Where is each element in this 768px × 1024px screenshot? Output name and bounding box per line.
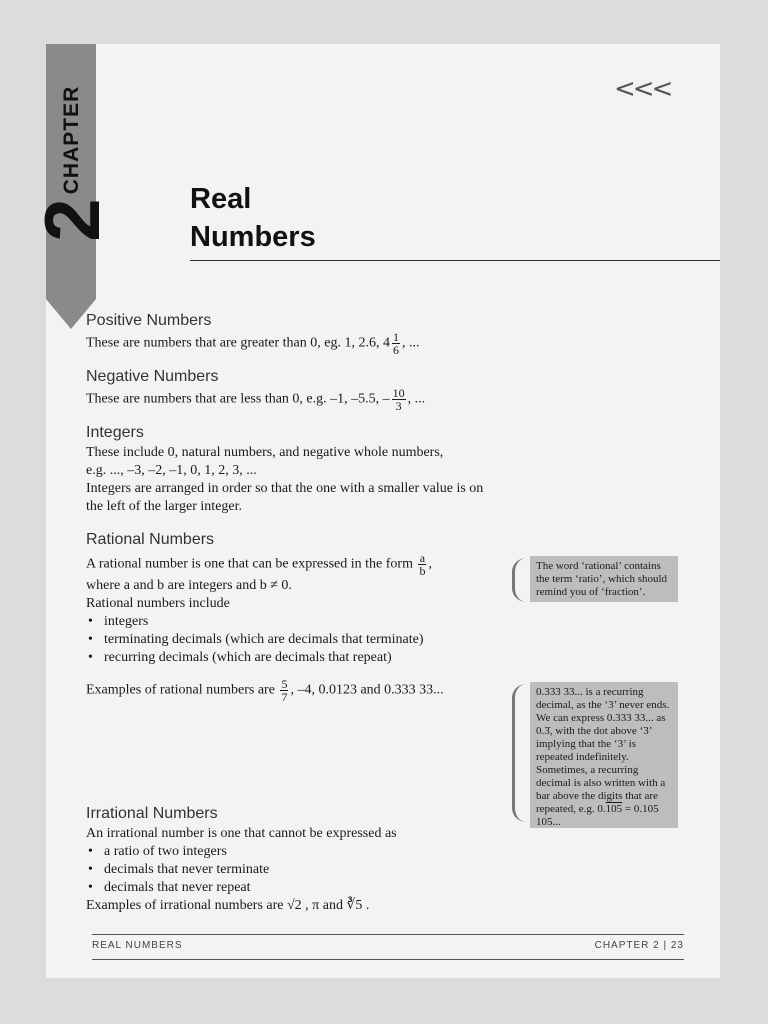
negative-text (86, 387, 425, 412)
fraction-numerator: a (419, 551, 426, 565)
footer-section-name: REAL NUMBERS (92, 940, 183, 951)
negative-fraction (392, 387, 406, 412)
integers-text (86, 444, 483, 516)
list-item: • integers (86, 613, 432, 631)
fraction-denominator: 6 (393, 343, 399, 357)
negative-heading: Negative Numbers (86, 368, 219, 385)
positive-body: These are numbers that are greater than 0, eg. 1, 2.6, 4 (86, 335, 390, 351)
note-text-tail: = 0.105 105... (536, 803, 659, 828)
fraction-denominator: 7 (281, 690, 288, 704)
title-line-2: Numbers (190, 221, 316, 253)
note-text: 0.333 33... is a recurring decimal, as the ‘3’ never ends. We can express 0.333 33... as 0.3̇, with the dot above ‘3’ implying that the ‘3’ is repeated indefinitely. Sometimes, a recurring decimal is also written with a bar above the digits that are repeated, e.g. 0. (536, 686, 670, 815)
fraction-numerator: 10 (392, 386, 405, 400)
note-rational: The word ‘rational’ contains the term ‘ratio’, which should remind you of ‘fraction’. (530, 556, 678, 602)
chevron-left-icon: <<< (614, 74, 671, 104)
bar-digits: 105 (605, 803, 623, 815)
rational-line-text: A rational number is one that can be expressed in the form (86, 556, 413, 572)
note-bracket (512, 558, 529, 602)
examples-tail: , –4, 0.0123 and 0.333 33... (290, 682, 444, 698)
footer-divider (92, 959, 684, 960)
textbook-page (28, 44, 720, 978)
rational-bullets (86, 613, 432, 667)
negative-body: These are numbers that are less than 0, e.g. –1, –5.5, – (86, 391, 390, 407)
fraction-numerator: 1 (393, 330, 399, 344)
negative-tail: , ... (407, 391, 426, 407)
list-item: • terminating decimals (which are decimals that terminate) (86, 631, 432, 649)
irrational-text (86, 825, 397, 915)
list-item: • recurring decimals (which are decimals that repeat) (86, 649, 432, 667)
note-bracket (512, 684, 529, 822)
irrational-bullets (86, 843, 397, 897)
positive-tail: , ... (402, 335, 420, 351)
list-item: • decimals that never terminate (86, 861, 397, 879)
chapter-label: CHAPTER (60, 85, 83, 195)
integers-line: These include 0, natural numbers, and negative whole numbers, (86, 445, 444, 460)
integers-line: the left of the larger integer. (86, 499, 243, 514)
page-title (190, 180, 316, 256)
irrational-line: An irrational number is one that cannot be expressed as (86, 826, 397, 841)
integers-line: Integers are arranged in order so that the one with a smaller value is on (86, 481, 484, 496)
note-recurring (530, 682, 678, 828)
rational-text (86, 552, 432, 667)
list-item: • a ratio of two integers (86, 843, 397, 861)
rational-heading: Rational Numbers (86, 531, 215, 548)
fraction-numerator: 5 (281, 677, 288, 691)
examples-text: Examples of rational numbers are (86, 682, 275, 698)
fraction-denominator: 3 (395, 399, 402, 413)
footer-page-number: CHAPTER 2 | 23 (594, 940, 684, 951)
positive-text (86, 331, 420, 356)
rational-line: where a and b are integers and b ≠ 0. (86, 578, 292, 593)
title-line-1: Real (190, 183, 252, 215)
irrational-heading: Irrational Numbers (86, 805, 218, 822)
chapter-number: 2 (28, 198, 116, 242)
irrational-examples: Examples of irrational numbers are √2 , π and ∛5 . (86, 898, 370, 913)
integers-line: e.g. ..., –3, –2, –1, 0, 1, 2, 3, ... (86, 463, 257, 478)
fraction-denominator: b (419, 564, 426, 578)
integers-heading: Integers (86, 424, 144, 441)
title-divider (190, 260, 720, 261)
rational-fraction (418, 552, 426, 577)
rational-line-tail: , (428, 556, 432, 572)
positive-heading: Positive Numbers (86, 312, 212, 329)
footer-divider (92, 934, 684, 935)
rational-line (86, 552, 432, 577)
positive-fraction (392, 331, 400, 356)
list-item: • decimals that never repeat (86, 879, 397, 897)
examples-fraction (280, 678, 288, 703)
rational-line: Rational numbers include (86, 596, 230, 611)
rational-examples (86, 678, 444, 703)
